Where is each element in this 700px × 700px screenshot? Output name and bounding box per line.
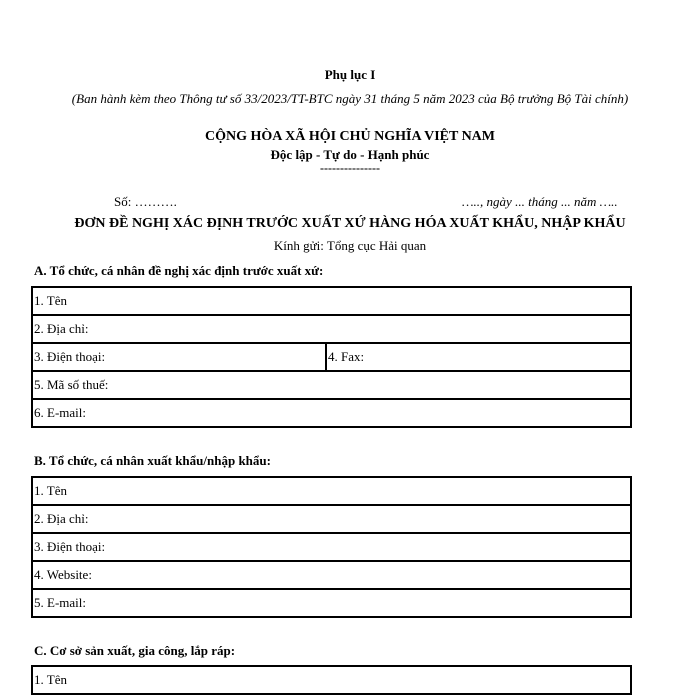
national-motto: Độc lập - Tự do - Hạnh phúc xyxy=(270,147,430,162)
section-a-email-field[interactable]: 6. E-mail: xyxy=(32,399,631,427)
header-divider: --------------- xyxy=(320,161,380,175)
section-a-fax-field[interactable]: 4. Fax: xyxy=(326,343,631,371)
section-b-title: B. Tổ chức, cá nhân xuất khẩu/nhập khẩu: xyxy=(34,453,271,468)
section-a-address-field[interactable]: 2. Địa chỉ: xyxy=(32,315,631,343)
section-a-phone-field[interactable]: 3. Điện thoại: xyxy=(32,343,326,371)
recipient: Kính gửi: Tổng cục Hải quan xyxy=(273,238,427,253)
section-c-name-field[interactable]: 1. Tên xyxy=(32,666,631,694)
section-a-table xyxy=(31,286,632,428)
document-date: ….., ngày ... tháng ... năm ….. xyxy=(462,194,618,209)
section-b-website-field[interactable]: 4. Website: xyxy=(32,561,631,589)
section-a-title: A. Tổ chức, cá nhân đề nghị xác định trước xuất xứ: xyxy=(34,263,324,278)
appendix-title: Phụ lục I xyxy=(324,67,376,82)
section-b-table xyxy=(31,476,632,618)
section-c-title: C. Cơ sở sản xuất, gia công, lắp ráp: xyxy=(34,643,236,658)
section-a-tax-code-field[interactable]: 5. Mã số thuế: xyxy=(32,371,631,399)
section-b-address-field[interactable]: 2. Địa chỉ: xyxy=(32,505,631,533)
section-b-email-field[interactable]: 5. E-mail: xyxy=(32,589,631,617)
document-number: Số: ………. xyxy=(114,194,177,209)
section-c-table xyxy=(31,665,632,695)
national-title: CỘNG HÒA XÃ HỘI CHỦ NGHĨA VIỆT NAM xyxy=(204,129,495,144)
appendix-note: (Ban hành kèm theo Thông tư số 33/2023/TT-BTC ngày 31 tháng 5 năm 2023 của Bộ trưởng Bộ Tài chính) xyxy=(71,91,629,106)
form-title: ĐƠN ĐỀ NGHỊ XÁC ĐỊNH TRƯỚC XUẤT XỨ HÀNG HÓA XUẤT KHẨU, NHẬP KHẨU xyxy=(74,216,626,231)
section-b-phone-field[interactable]: 3. Điện thoại: xyxy=(32,533,631,561)
section-b-name-field[interactable]: 1. Tên xyxy=(32,477,631,505)
section-a-name-field[interactable]: 1. Tên xyxy=(32,287,631,315)
